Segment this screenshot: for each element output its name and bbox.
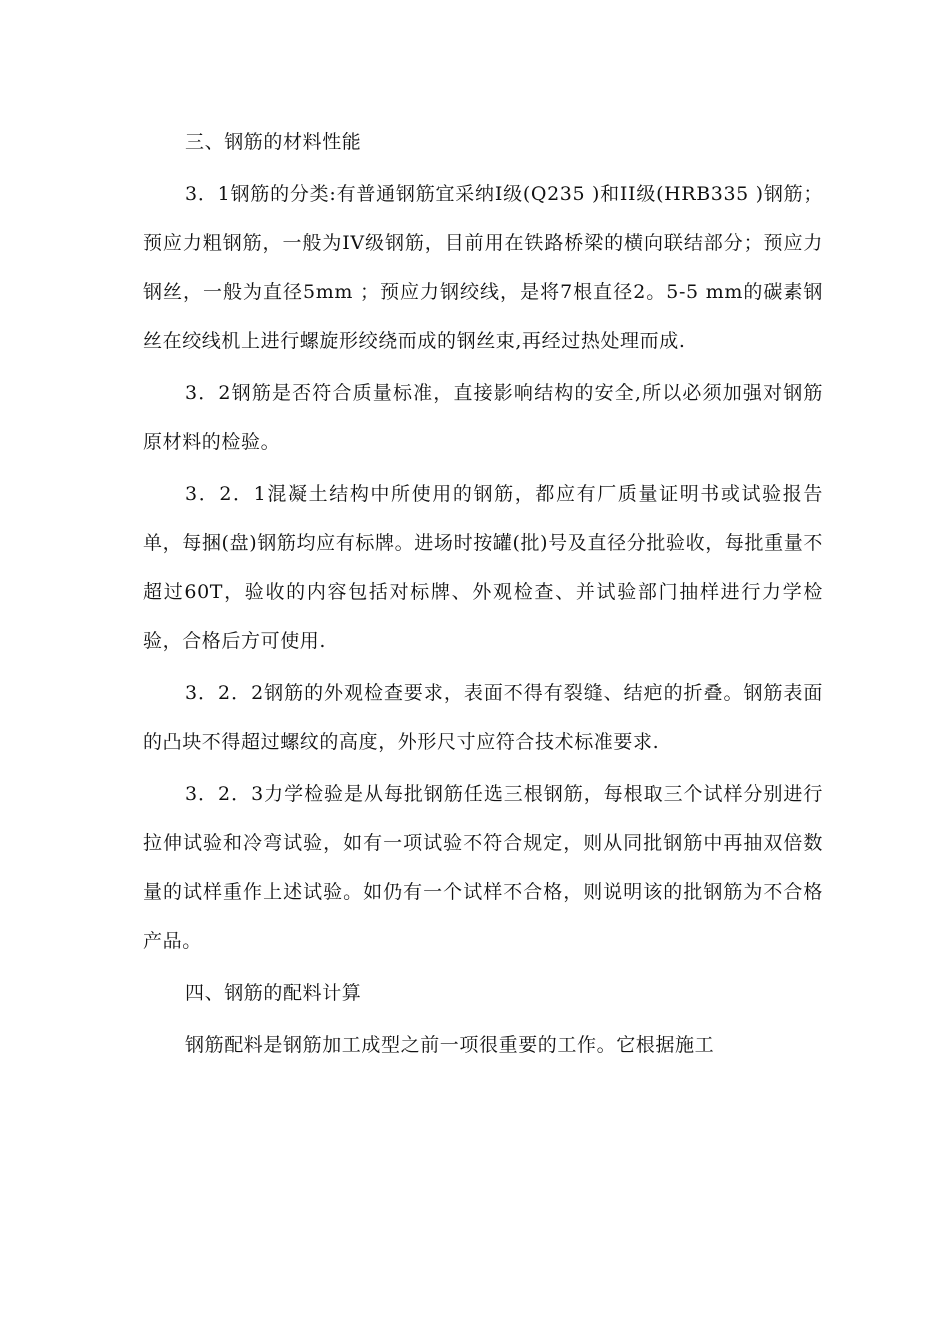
document-body — [143, 118, 823, 1073]
paragraph-3-2-2-visual-inspection: 3．2．2钢筋的外观检查要求，表面不得有裂缝、结疤的折叠。钢筋表面的凸块不得超过螺纹的高度，外形尺寸应符合技术标准要求. — [143, 682, 823, 753]
section-heading-material-properties: 三、钢筋的材料性能 — [185, 131, 362, 153]
paragraph-3-2-quality-standard: 3．2钢筋是否符合质量标准，直接影响结构的安全,所以必须加强对钢筋原材料的检验。 — [143, 382, 823, 453]
paragraph-batching-intro: 钢筋配料是钢筋加工成型之前一项很重要的工作。它根据施工 — [185, 1034, 715, 1056]
paragraph-3-2-1-acceptance: 3．2．1混凝土结构中所使用的钢筋，都应有厂质量证明书或试验报告单，每捆(盘)钢筋均应有标牌。进场时按罐(批)号及直径分批验收，每批重量不超过60T，验收的内容包括对标牌、外观检查、并试验部门抽样进行力学检验，合格后方可使用. — [143, 483, 823, 652]
section-heading-batching-calculation: 四、钢筋的配料计算 — [185, 982, 362, 1004]
paragraph-3-1-classification: 3．1钢筋的分类:有普通钢筋宜采纳Ⅰ级(Q235 )和II级(HRB335 )钢筋；预应力粗钢筋，一般为IV级钢筋，目前用在铁路桥梁的横向联结部分；预应力钢丝，一般为直径5mm ；预应力钢绞线，是将7根直径2。5-5 mm的碳素钢丝在绞线机上进行螺旋形绞绕而成的钢丝束,再经过热处理而成. — [143, 183, 823, 352]
paragraph-3-2-3-mechanical-testing: 3．2．3力学检验是从每批钢筋任选三根钢筋，每根取三个试样分别进行拉伸试验和冷弯试验，如有一项试验不符合规定，则从同批钢筋中再抽双倍数量的试样重作上述试验。如仍有一个试样不合格，则说明该的批钢筋为不合格产品。 — [143, 783, 823, 952]
